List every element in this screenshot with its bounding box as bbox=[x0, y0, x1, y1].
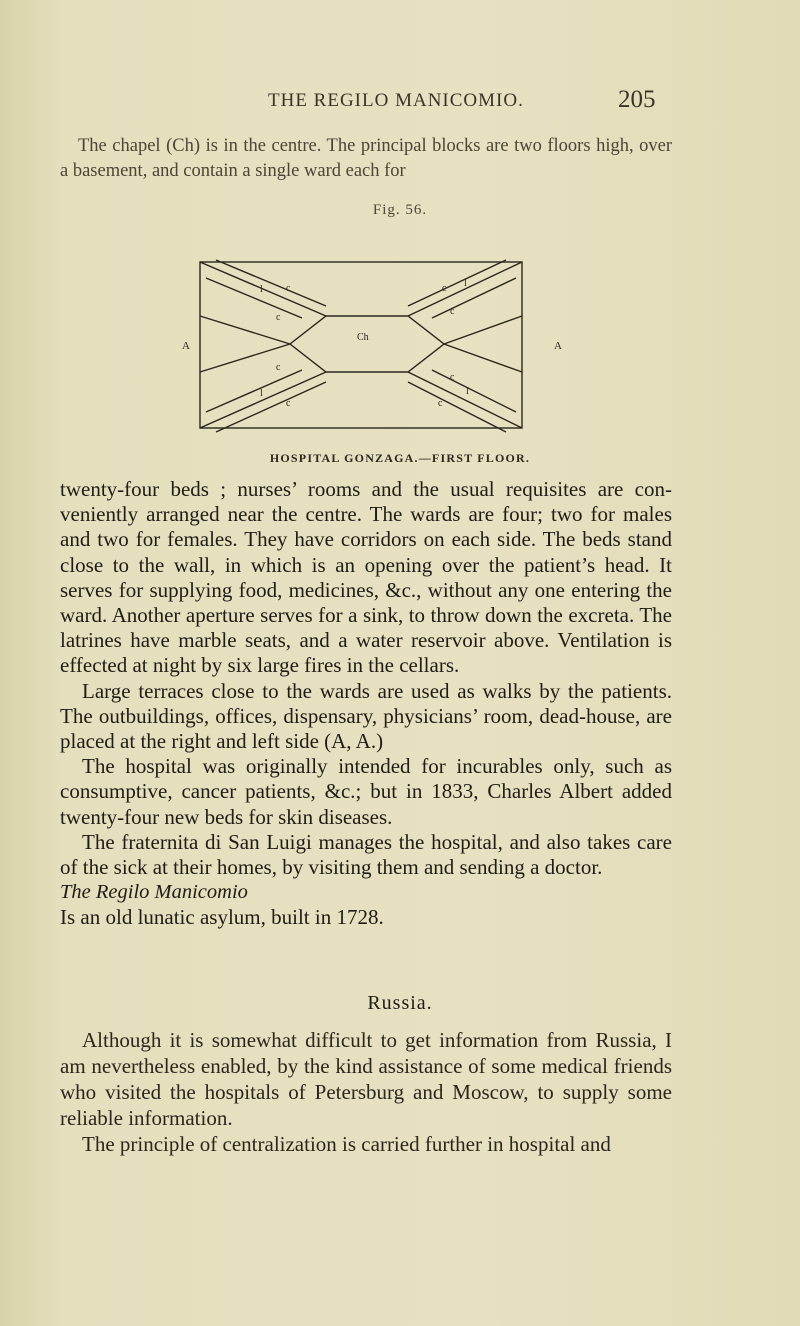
corridor-label: c bbox=[450, 372, 455, 383]
ward-wall bbox=[408, 262, 522, 316]
ward-wall bbox=[216, 382, 326, 432]
corridor-label: c bbox=[286, 398, 291, 409]
corridor-label: c bbox=[276, 362, 281, 373]
connector-line bbox=[444, 344, 522, 372]
ward-wall bbox=[408, 260, 506, 306]
intro-paragraph: The chapel (Ch) is in the centre. The principal blocks are two floors high, over a basement, and contain a single ward each for bbox=[60, 136, 672, 181]
ward-wall bbox=[216, 260, 326, 306]
corridor-label: c bbox=[276, 312, 281, 323]
latrine-label: l bbox=[260, 388, 263, 399]
body-text bbox=[60, 477, 672, 931]
paragraph: The fraternita di San Luigi manages the hospital, and also takes care of the sick at their homes, by visiting them and sending a doctor. bbox=[60, 829, 672, 880]
corridor-label: c bbox=[438, 398, 443, 409]
ward-wall bbox=[408, 372, 522, 428]
ward-wall bbox=[408, 382, 506, 432]
subheading-text: Is an old lunatic asylum, built in 1728. bbox=[60, 905, 384, 930]
marker-a-right: A bbox=[554, 340, 562, 352]
paragraph: The hospital was originally intended for incurables only, such as consumptive, cancer patients, &c.; but in 1833, Charles Albert added twenty-four new beds for skin diseases. bbox=[60, 754, 672, 829]
paragraph: Although it is somewhat difficult to get information from Russia, I am nevertheless enabled, by the kind assistance of some medical friends who visited the hospitals of Petersburg and Moscow, to supply some reliable information. bbox=[60, 1028, 672, 1130]
figure-label: Fig. 56. bbox=[372, 202, 428, 218]
chapel-outline bbox=[290, 316, 444, 372]
ward-wall bbox=[432, 370, 516, 412]
latrine-label: l bbox=[464, 278, 467, 289]
paragraph: Large terraces close to the wards are used as walks by the patients. The outbuildings, offices, dispensary, physicians’ room, dead-house, are placed at the right and left side (A, A.) bbox=[60, 678, 672, 754]
russia-text bbox=[60, 1027, 672, 1157]
section-title: Russia. bbox=[367, 992, 433, 1014]
running-head-title: THE REGILO MANICOMIO. bbox=[268, 90, 524, 111]
subheading: The Regilo Manicomio bbox=[60, 881, 248, 904]
central-block-outline bbox=[200, 262, 522, 428]
corridor-label: c bbox=[442, 283, 447, 294]
paragraph: The principle of centralization is carried further in hospital and bbox=[82, 1132, 611, 1156]
corridor-label: c bbox=[286, 283, 291, 294]
page-number: 205 bbox=[618, 86, 656, 113]
paragraph: twenty-four beds ; nurses’ rooms and the usual requisites are con-veniently arranged near the centre. The wards are four; two for males and two for females. They have corridors on each side. The beds stand close to the wall, in which is an opening over the patient’s head. It serves for supplying food, medicines, &c., without any one entering the ward. Another aperture serves for a sink, to throw down the excreta. The latrines have marble seats, and a water reservoir above. Ventilation is effected at night by six large fires in the cellars. bbox=[60, 477, 672, 678]
latrine-label: l bbox=[466, 386, 469, 397]
ward-wall bbox=[200, 372, 326, 428]
figure-caption: HOSPITAL GONZAGA.—FIRST FLOOR. bbox=[269, 451, 531, 465]
ward-wall bbox=[200, 262, 326, 316]
corridor-label: c bbox=[450, 306, 455, 317]
marker-a-left: A bbox=[182, 340, 190, 352]
connector-line bbox=[444, 316, 522, 344]
running-head bbox=[0, 88, 800, 118]
chapel-label: Ch bbox=[357, 332, 369, 343]
floor-plan-figure bbox=[176, 256, 570, 434]
latrine-label: l bbox=[260, 284, 263, 295]
